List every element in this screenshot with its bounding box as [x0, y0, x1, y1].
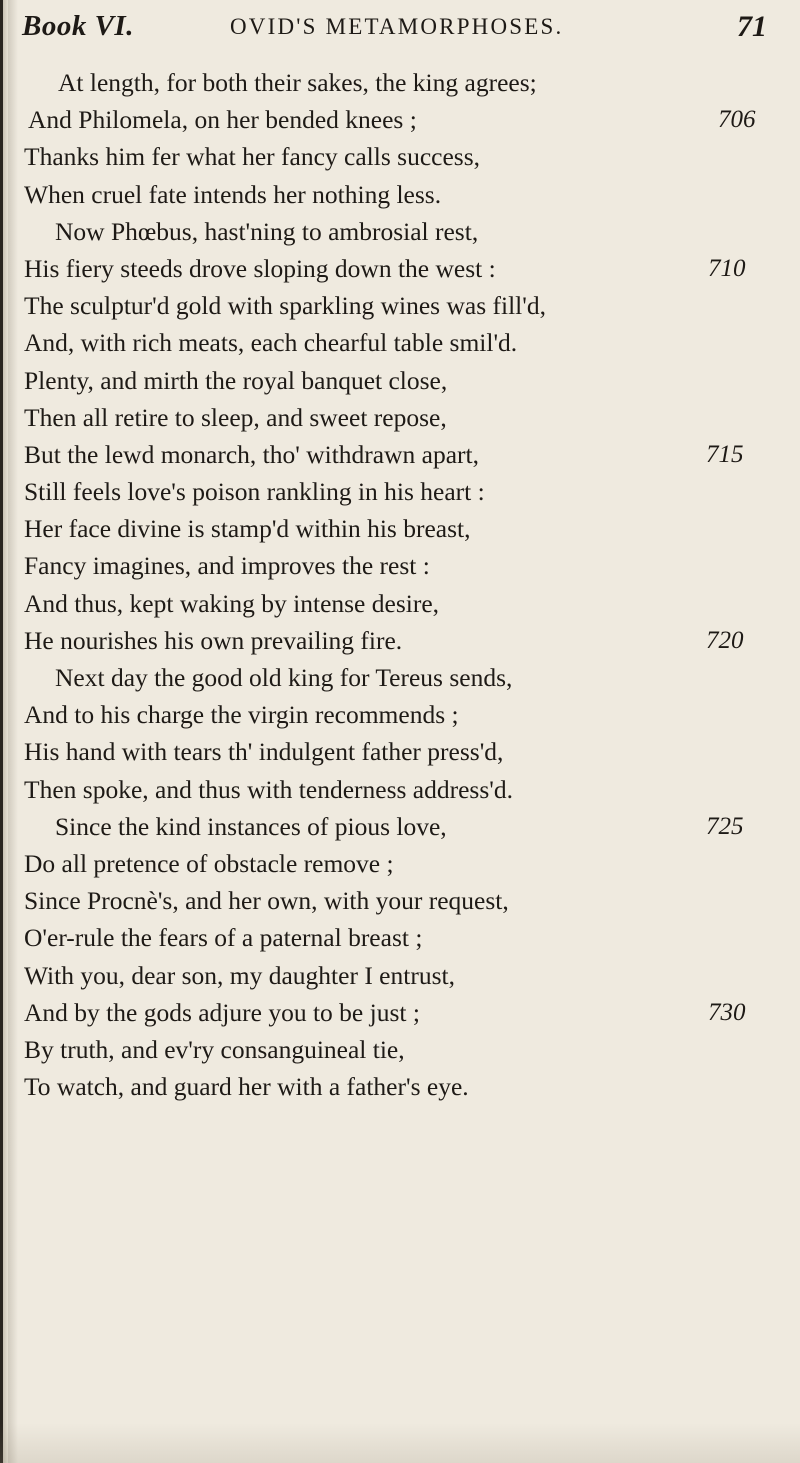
verse-line	[0, 547, 800, 584]
verse-line-text: Fancy imagines, and improves the rest :	[24, 551, 430, 581]
verse-line-text: Then spoke, and thus with tenderness address'd.	[24, 774, 513, 804]
verse-line	[0, 1068, 800, 1105]
verse-body	[0, 64, 800, 1105]
verse-line-text: And thus, kept waking by intense desire,	[24, 588, 440, 618]
verse-line	[0, 250, 800, 287]
line-number: 720	[706, 626, 744, 654]
verse-line	[0, 399, 800, 436]
verse-line	[0, 845, 800, 882]
verse-line-text: His fiery steeds drove sloping down the west :	[24, 253, 496, 283]
verse-line-text: O'er-rule the fears of a paternal breast ;	[24, 923, 423, 953]
verse-line-text: Thanks him fer what her fancy calls success,	[24, 142, 480, 172]
verse-line-text: And by the gods adjure you to be just ;	[24, 997, 420, 1027]
verse-line	[0, 733, 800, 770]
verse-line	[0, 957, 800, 994]
verse-line-text: With you, dear son, my daughter I entrust,	[24, 960, 455, 990]
verse-line-text: But the lewd monarch, tho' withdrawn apart,	[24, 439, 479, 469]
verse-line	[0, 101, 800, 138]
verse-line	[0, 994, 800, 1031]
verse-line-text: And, with rich meats, each chearful table smil'd.	[24, 328, 518, 358]
line-number: 730	[708, 998, 746, 1026]
verse-line	[0, 64, 800, 101]
line-number: 710	[708, 254, 746, 282]
verse-line	[0, 696, 800, 733]
verse-line-text: Then all retire to sleep, and sweet repose,	[24, 402, 447, 432]
verse-line	[0, 510, 800, 547]
verse-line-text: Now Phœbus, hast'ning to ambrosial rest,	[55, 216, 479, 246]
line-number: 725	[706, 812, 744, 840]
verse-line-text: To watch, and guard her with a father's eye.	[24, 1072, 469, 1102]
verse-line-text: Next day the good old king for Tereus sends,	[55, 663, 513, 692]
verse-line	[0, 659, 800, 696]
verse-line-text: Do all pretence of obstacle remove ;	[24, 848, 394, 878]
verse-line	[0, 1031, 800, 1068]
verse-line-text: The sculptur'd gold with sparkling wines was fill'd,	[24, 291, 546, 321]
verse-line-text: Since Procnè's, and her own, with your request,	[24, 886, 509, 916]
verse-line	[0, 362, 800, 399]
verse-line	[0, 808, 800, 845]
verse-line-text: And to his charge the virgin recommends ;	[24, 700, 459, 730]
verse-line-text: Since the kind instances of pious love,	[55, 811, 447, 841]
line-number: 706	[718, 106, 756, 134]
book-label: Book VI.	[22, 10, 134, 42]
verse-line-text: He nourishes his own prevailing fire.	[24, 625, 403, 655]
page-number: 71	[737, 10, 767, 43]
verse-line-text: At length, for both their sakes, the king agrees;	[58, 68, 537, 97]
verse-line-text: By truth, and ev'ry consanguineal tie,	[24, 1034, 405, 1064]
verse-line-text: Her face divine is stamp'd within his breast,	[24, 514, 471, 544]
verse-line-text: When cruel fate intends her nothing less.	[24, 179, 442, 209]
verse-line-text: And Philomela, on her bended knees ;	[28, 105, 417, 135]
running-header	[22, 10, 767, 50]
verse-line	[0, 882, 800, 919]
page-bottom-shadow	[0, 1423, 800, 1463]
verse-line	[0, 622, 800, 659]
verse-line	[0, 213, 800, 250]
verse-line	[0, 324, 800, 361]
verse-line	[0, 919, 800, 956]
verse-line	[0, 287, 800, 324]
verse-line-text: Plenty, and mirth the royal banquet close,	[24, 365, 448, 395]
verse-line	[0, 176, 800, 213]
verse-line	[0, 585, 800, 622]
running-title: OVID'S METAMORPHOSES.	[230, 14, 564, 39]
line-number: 715	[706, 440, 744, 468]
verse-line	[0, 473, 800, 510]
verse-line	[0, 771, 800, 808]
verse-line-text: His hand with tears th' indulgent father press'd,	[24, 737, 504, 767]
verse-line	[0, 436, 800, 473]
verse-line	[0, 138, 800, 175]
verse-line-text: Still feels love's poison rankling in his heart :	[24, 477, 485, 507]
